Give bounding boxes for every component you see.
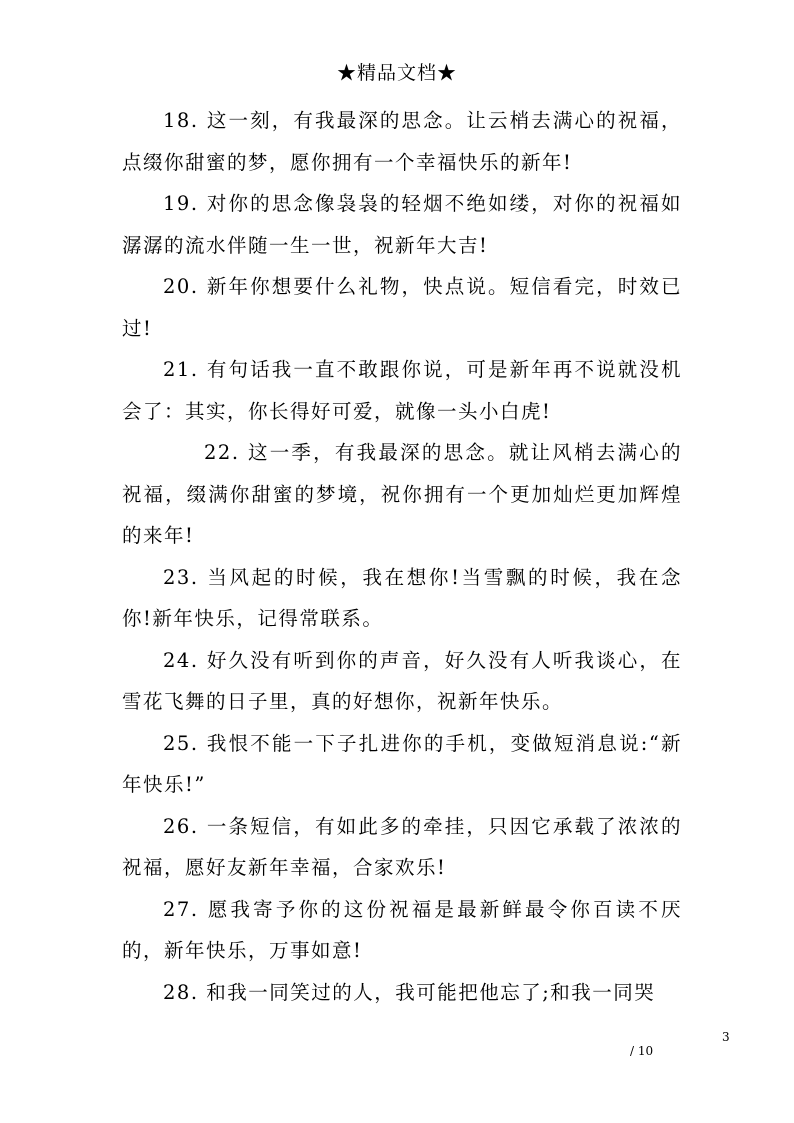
paragraph-19: 19. 对你的思念像袅袅的轻烟不绝如缕，对你的祝福如潺潺的流水伴随一生一世，祝新年大吉!	[122, 192, 682, 257]
paragraph-22: 22. 这一季，有我最深的思念。就让风梢去满心的祝福，缀满你甜蜜的梦境，祝你拥有一个更加灿烂更加辉煌的来年!	[122, 441, 682, 547]
paragraph-26: 26. 一条短信，有如此多的牵挂，只因它承载了浓浓的祝福，愿好友新年幸福，合家欢乐!	[122, 814, 682, 879]
paragraph-27: 27. 愿我寄予你的这份祝福是最新鲜最令你百读不厌的，新年快乐，万事如意!	[122, 897, 682, 962]
document-body	[122, 100, 682, 1013]
paragraph-25: 25. 我恨不能一下子扎进你的手机，变做短消息说:“新年快乐!”	[122, 731, 682, 796]
paragraph-24: 24. 好久没有听到你的声音，好久没有人听我谈心，在雪花飞舞的日子里，真的好想你，祝新年快乐。	[122, 648, 682, 713]
paragraph-21: 21. 有句话我一直不敢跟你说，可是新年再不说就没机会了：其实，你长得好可爱，就像一头小白虎!	[122, 358, 682, 423]
page-number: 3	[722, 1030, 730, 1044]
paragraph-20: 20. 新年你想要什么礼物，快点说。短信看完，时效已过!	[122, 275, 682, 340]
page-header-title: ★精品文档★	[336, 62, 457, 84]
paragraph-23: 23. 当风起的时候，我在想你!当雪飘的时候，我在念你!新年快乐，记得常联系。	[122, 565, 682, 630]
paragraph-18: 18. 这一刻，有我最深的思念。让云梢去满心的祝福，点缀你甜蜜的梦，愿你拥有一个幸福快乐的新年!	[122, 109, 682, 174]
paragraph-28: 28. 和我一同笑过的人，我可能把他忘了;和我一同哭	[163, 980, 656, 1004]
page-total: / 10	[630, 1044, 654, 1058]
